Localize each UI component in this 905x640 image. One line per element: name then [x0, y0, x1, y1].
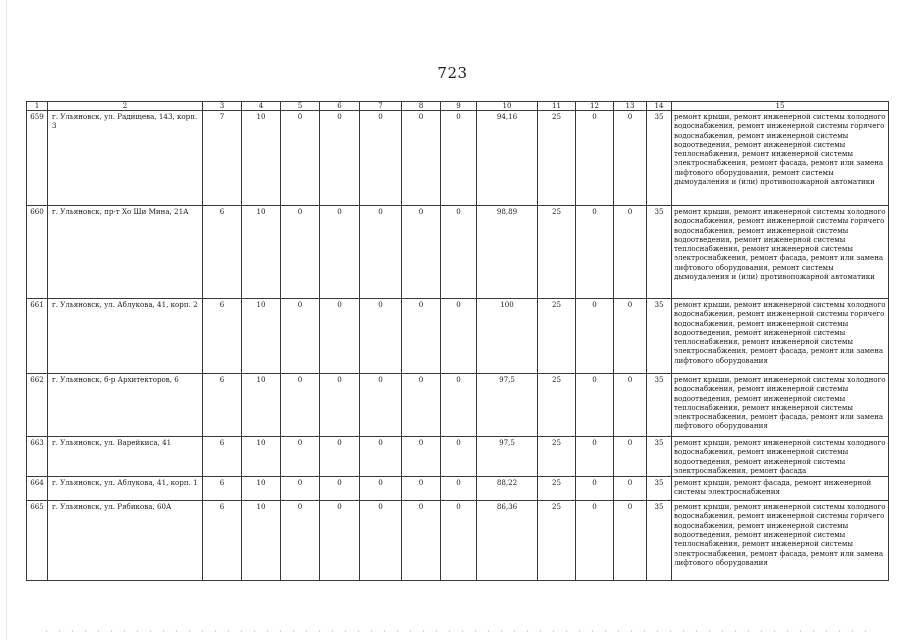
value-cell: 0: [614, 299, 647, 374]
value-cell: 35: [647, 111, 672, 206]
register-table: [26, 101, 889, 581]
header-cell: 2: [48, 102, 203, 111]
address-cell: г. Ульяновск, пр-т Хо Ши Мина, 21А: [48, 206, 203, 299]
value-cell: 0: [576, 111, 614, 206]
table-row: [27, 111, 889, 206]
value-cell: 0: [360, 477, 402, 501]
row-id: 659: [27, 111, 48, 206]
value-cell: 0: [402, 299, 441, 374]
value-cell: 0: [441, 437, 477, 477]
value-cell: 25: [538, 437, 576, 477]
value-cell: 0: [441, 206, 477, 299]
value-cell: 0: [320, 299, 360, 374]
header-cell: 8: [402, 102, 441, 111]
value-cell: 0: [320, 206, 360, 299]
value-cell: 6: [203, 206, 242, 299]
row-id: 665: [27, 501, 48, 581]
works-cell: ремонт крыши, ремонт инженерной системы холодного водоснабжения, ремонт инженерной системы горячего водоснабжения, ремонт инженерной системы водоотведения, ремонт инженерной системы теплоснабжения, ремонт инженерной системы электроснабжения, ремонт фасада, ремонт или замена лифтового оборудования: [672, 501, 889, 581]
value-cell: 0: [441, 374, 477, 437]
table-row: [27, 437, 889, 477]
row-id: 663: [27, 437, 48, 477]
works-cell: ремонт крыши, ремонт инженерной системы холодного водоснабжения, ремонт инженерной системы водоотведения, ремонт инженерной системы теплоснабжения, ремонт инженерной системы электроснабжения, ремонт фасада, ремонт или замена лифтового оборудования: [672, 374, 889, 437]
address-cell: г. Ульяновск, ул. Радищева, 143, корп. 3: [48, 111, 203, 206]
value-cell: 88,22: [477, 477, 538, 501]
value-cell: 0: [360, 206, 402, 299]
header-cell: 1: [27, 102, 48, 111]
value-cell: 10: [242, 111, 281, 206]
value-cell: 25: [538, 299, 576, 374]
value-cell: 0: [576, 437, 614, 477]
value-cell: 0: [402, 206, 441, 299]
works-cell: ремонт крыши, ремонт фасада, ремонт инженерной системы электроснабжения: [672, 477, 889, 501]
header-cell: 11: [538, 102, 576, 111]
value-cell: 0: [614, 206, 647, 299]
value-cell: 0: [402, 374, 441, 437]
header-cell: 4: [242, 102, 281, 111]
value-cell: 0: [614, 477, 647, 501]
works-cell: ремонт крыши, ремонт инженерной системы холодного водоснабжения, ремонт инженерной системы горячего водоснабжения, ремонт инженерной системы водоотведения, ремонт инженерной системы теплоснабжения, ремонт инженерной системы электроснабжения, ремонт фасада, ремонт или замена лифтового оборудования: [672, 299, 889, 374]
value-cell: 0: [360, 111, 402, 206]
value-cell: 0: [281, 477, 320, 501]
value-cell: 25: [538, 206, 576, 299]
value-cell: 0: [441, 111, 477, 206]
value-cell: 0: [360, 501, 402, 581]
table-row: [27, 501, 889, 581]
value-cell: 0: [360, 374, 402, 437]
value-cell: 10: [242, 374, 281, 437]
value-cell: 10: [242, 299, 281, 374]
header-cell: 6: [320, 102, 360, 111]
works-cell: ремонт крыши, ремонт инженерной системы холодного водоснабжения, ремонт инженерной системы горячего водоснабжения, ремонт инженерной системы водоотведения, ремонт инженерной системы теплоснабжения, ремонт инженерной системы электроснабжения, ремонт фасада, ремонт или замена лифтового оборудования, ремонт системы дымоудаления и (или) противопожарной автоматики: [672, 111, 889, 206]
value-cell: 0: [320, 374, 360, 437]
value-cell: 10: [242, 206, 281, 299]
value-cell: 0: [281, 374, 320, 437]
header-cell: 9: [441, 102, 477, 111]
header-cell: 13: [614, 102, 647, 111]
header-cell: 15: [672, 102, 889, 111]
value-cell: 0: [576, 299, 614, 374]
value-cell: 25: [538, 501, 576, 581]
value-cell: 35: [647, 299, 672, 374]
value-cell: 0: [320, 501, 360, 581]
value-cell: 0: [281, 437, 320, 477]
header-cell: 5: [281, 102, 320, 111]
value-cell: 0: [281, 299, 320, 374]
value-cell: 0: [441, 501, 477, 581]
value-cell: 94,16: [477, 111, 538, 206]
value-cell: 0: [402, 111, 441, 206]
scan-margin-line: [6, 0, 7, 640]
value-cell: 7: [203, 111, 242, 206]
value-cell: 35: [647, 477, 672, 501]
value-cell: 35: [647, 501, 672, 581]
header-cell: 14: [647, 102, 672, 111]
value-cell: 35: [647, 437, 672, 477]
header-row: [27, 102, 889, 111]
value-cell: 0: [441, 299, 477, 374]
value-cell: 100: [477, 299, 538, 374]
value-cell: 10: [242, 437, 281, 477]
address-cell: г. Ульяновск, ул. Аблукова, 41, корп. 1: [48, 477, 203, 501]
value-cell: 0: [614, 374, 647, 437]
value-cell: 6: [203, 501, 242, 581]
value-cell: 0: [281, 206, 320, 299]
value-cell: 0: [320, 437, 360, 477]
value-cell: 6: [203, 299, 242, 374]
value-cell: 35: [647, 206, 672, 299]
table-row: [27, 299, 889, 374]
row-id: 664: [27, 477, 48, 501]
value-cell: 0: [614, 501, 647, 581]
value-cell: 0: [402, 477, 441, 501]
value-cell: 0: [320, 111, 360, 206]
table-row: [27, 374, 889, 437]
value-cell: 0: [614, 111, 647, 206]
value-cell: 25: [538, 111, 576, 206]
value-cell: 6: [203, 437, 242, 477]
address-cell: г. Ульяновск, ул. Аблукова, 41, корп. 2: [48, 299, 203, 374]
value-cell: 86,36: [477, 501, 538, 581]
value-cell: 0: [441, 477, 477, 501]
scan-noise: [40, 630, 870, 632]
address-cell: г. Ульяновск, ул. Варейкиса, 41: [48, 437, 203, 477]
value-cell: 0: [281, 111, 320, 206]
page-number: 723: [437, 64, 468, 82]
works-cell: ремонт крыши, ремонт инженерной системы холодного водоснабжения, ремонт инженерной системы горячего водоснабжения, ремонт инженерной системы водоотведения, ремонт инженерной системы теплоснабжения, ремонт инженерной системы электроснабжения, ремонт фасада, ремонт или замена лифтового оборудования, ремонт системы дымоудаления и (или) противопожарной автоматики: [672, 206, 889, 299]
table-row: [27, 206, 889, 299]
value-cell: 0: [402, 501, 441, 581]
header-cell: 7: [360, 102, 402, 111]
value-cell: 97,5: [477, 437, 538, 477]
value-cell: 25: [538, 477, 576, 501]
value-cell: 0: [576, 374, 614, 437]
value-cell: 0: [360, 299, 402, 374]
header-cell: 10: [477, 102, 538, 111]
row-id: 661: [27, 299, 48, 374]
header-cell: 12: [576, 102, 614, 111]
header-cell: 3: [203, 102, 242, 111]
value-cell: 0: [614, 437, 647, 477]
value-cell: 6: [203, 374, 242, 437]
value-cell: 6: [203, 477, 242, 501]
value-cell: 0: [576, 501, 614, 581]
value-cell: 97,5: [477, 374, 538, 437]
row-id: 660: [27, 206, 48, 299]
value-cell: 10: [242, 501, 281, 581]
value-cell: 25: [538, 374, 576, 437]
value-cell: 0: [576, 206, 614, 299]
row-id: 662: [27, 374, 48, 437]
works-cell: ремонт крыши, ремонт инженерной системы холодного водоснабжения, ремонт инженерной системы водоотведения, ремонт инженерной системы электроснабжения, ремонт фасада: [672, 437, 889, 477]
value-cell: 0: [402, 437, 441, 477]
address-cell: г. Ульяновск, ул. Рябикова, 60А: [48, 501, 203, 581]
value-cell: 10: [242, 477, 281, 501]
value-cell: 0: [281, 501, 320, 581]
address-cell: г. Ульяновск, б-р Архитекторов, 6: [48, 374, 203, 437]
value-cell: 0: [576, 477, 614, 501]
value-cell: 35: [647, 374, 672, 437]
value-cell: 0: [320, 477, 360, 501]
value-cell: 98,89: [477, 206, 538, 299]
table-row: [27, 477, 889, 501]
value-cell: 0: [360, 437, 402, 477]
